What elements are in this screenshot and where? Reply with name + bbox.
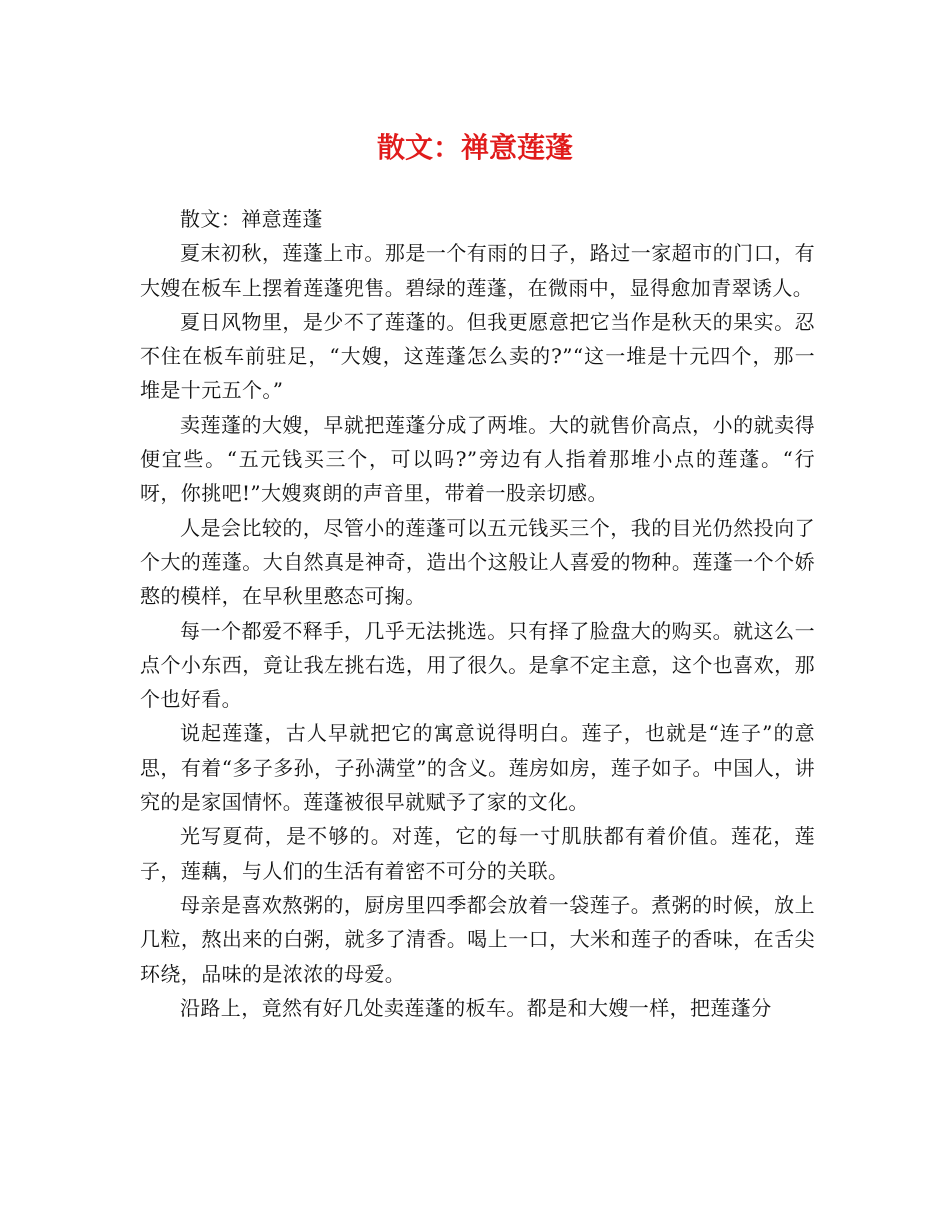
paragraph: 夏末初秋，莲蓬上市。那是一个有雨的日子，路过一家超市的门口，有大嫂在板车上摆着莲蓬兜售。碧绿的莲蓬，在微雨中，显得愈加青翠诱人。 — [140, 241, 815, 300]
paragraph: 卖莲蓬的大嫂，早就把莲蓬分成了两堆。大的就售价高点，小的就卖得便宜些。“五元钱买三个，可以吗?”旁边有人指着那堆小点的莲蓬。“行呀，你挑吧!”大嫂爽朗的声音里，带着一股亲切感。 — [140, 412, 815, 506]
document-title: 散文：禅意莲蓬 — [376, 131, 573, 164]
paragraph: 夏日风物里，是少不了莲蓬的。但我更愿意把它当作是秋天的果实。忍不住在板车前驻足，“大嫂，这莲蓬怎么卖的?”“这一堆是十元四个，那一堆是十元五个。” — [140, 309, 815, 403]
paragraph: 人是会比较的，尽管小的莲蓬可以五元钱买三个，我的目光仍然投向了个大的莲蓬。大自然真是神奇，造出个这般让人喜爱的物种。莲蓬一个个娇憨的模样，在早秋里憨态可掬。 — [140, 515, 815, 609]
paragraph: 说起莲蓬，古人早就把它的寓意说得明白。莲子，也就是“连子”的意思，有着“多子多孙，子孙满堂”的含义。莲房如房，莲子如子。中国人，讲究的是家国情怀。莲蓬被很早就赋予了家的文化。 — [140, 721, 815, 815]
paragraph: 母亲是喜欢熬粥的，厨房里四季都会放着一袋莲子。煮粥的时候，放上几粒，熬出来的白粥，就多了清香。喝上一口，大米和莲子的香味，在舌尖环绕，品味的是浓浓的母爱。 — [140, 892, 815, 986]
paragraph: 每一个都爱不释手，几乎无法挑选。只有择了脸盘大的购买。就这么一点个小东西，竟让我左挑右选，用了很久。是拿不定主意，这个也喜欢，那个也好看。 — [140, 618, 815, 712]
document-body — [140, 202, 815, 1025]
paragraph: 沿路上，竟然有好几处卖莲蓬的板车。都是和大嫂一样，把莲蓬分 — [180, 995, 772, 1020]
paragraph: 光写夏荷，是不够的。对莲，它的每一寸肌肤都有着价值。莲花，莲子，莲藕，与人们的生活有着密不可分的关联。 — [140, 824, 815, 883]
paragraph-subtitle: 散文：禅意莲蓬 — [180, 207, 323, 231]
